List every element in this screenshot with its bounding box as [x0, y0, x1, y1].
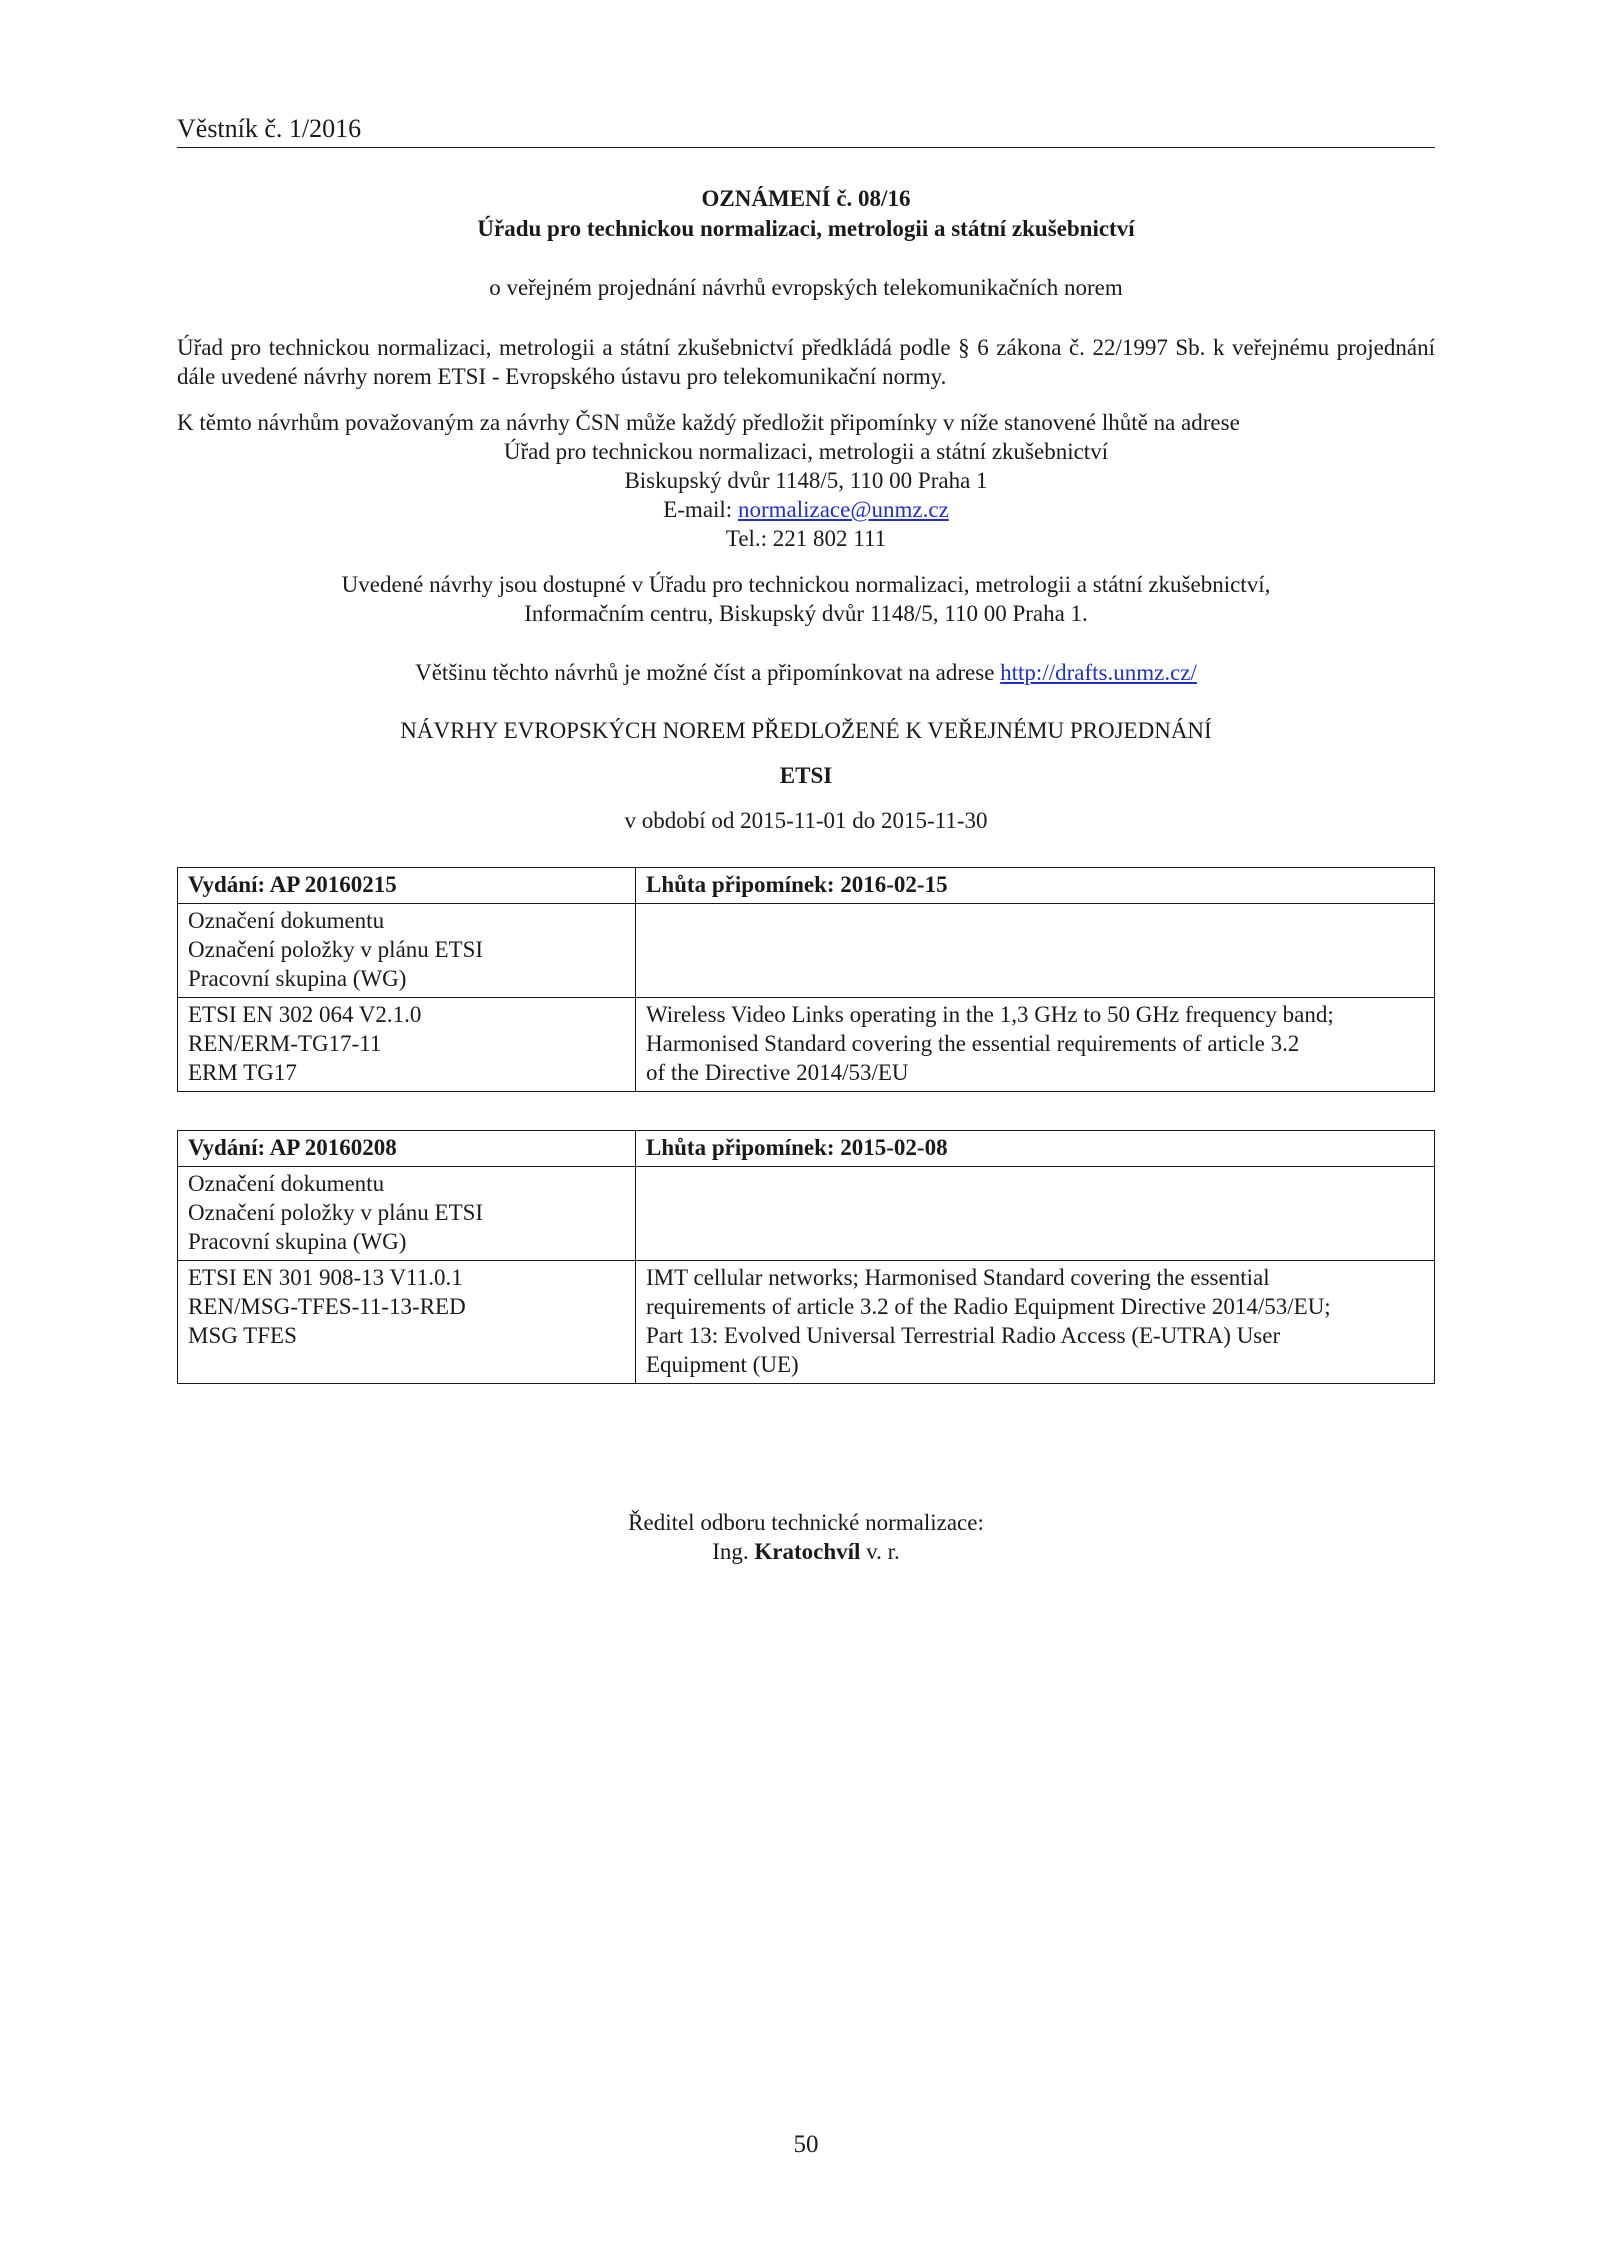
signature-role: Ředitel odboru technické normalizace:	[628, 1510, 984, 1535]
plan-item-id: REN/MSG-TFES-11-13-RED	[188, 1294, 466, 1319]
deadline-cell: Lhůta připomínek: 2016-02-15	[636, 868, 1435, 904]
document-id: ETSI EN 301 908-13 V11.0.1	[188, 1265, 463, 1290]
comments-phone: Tel.: 221 802 111	[725, 526, 887, 551]
deadline-cell: Lhůta připomínek: 2015-02-08	[636, 1131, 1435, 1167]
document-id: ETSI EN 302 064 V2.1.0	[188, 1002, 422, 1027]
plan-item-id: REN/ERM-TG17-11	[188, 1031, 382, 1056]
ids-cell	[178, 998, 636, 1092]
signature-name: Kratochvíl	[754, 1539, 861, 1564]
intro-line-2: dále uvedené návrhy norem ETSI - Evropského ústavu pro telekomunikační normy.	[177, 364, 947, 389]
email-label: E-mail:	[663, 497, 738, 522]
comments-office: Úřad pro technickou normalizaci, metrologii a státní zkušebnictví	[503, 439, 1109, 464]
signature-suffix: v. r.	[860, 1539, 900, 1564]
page-number: 50	[793, 2131, 819, 2158]
standard-table-2	[177, 1130, 1435, 1384]
description-line: Wireless Video Links operating in the 1,3 GHz to 50 GHz frequency band;	[646, 1002, 1334, 1027]
legend-line: Označení položky v plánu ETSI	[188, 937, 484, 962]
comments-street: Biskupský dvůr 1148/5, 110 00 Praha 1	[624, 468, 988, 493]
legend-line: Označení dokumentu	[188, 908, 385, 933]
comments-paragraph	[177, 408, 1435, 437]
legend-empty-cell	[636, 904, 1435, 998]
comments-email-line	[177, 495, 1435, 524]
drafts-site-text: Většinu těchto návrhů je možné číst a připomínkovat na adrese	[415, 660, 1001, 685]
working-group: ERM TG17	[188, 1060, 297, 1085]
signature-name-line	[177, 1537, 1435, 1566]
legend-line: Pracovní skupina (WG)	[188, 966, 407, 991]
notice-number-title: OZNÁMENÍ č. 08/16	[701, 186, 911, 211]
description-line: Harmonised Standard covering the essential requirements of article 3.2	[646, 1031, 1300, 1056]
description-cell	[636, 998, 1435, 1092]
description-cell	[636, 1261, 1435, 1384]
drafts-site-line	[177, 658, 1435, 687]
table-header-row	[178, 1131, 1435, 1167]
issue-cell: Vydání: AP 20160208	[178, 1131, 636, 1167]
description-line: Equipment (UE)	[646, 1352, 799, 1377]
email-link[interactable]: normalizace@unmz.cz	[737, 497, 949, 522]
description-line: Part 13: Evolved Universal Terrestrial Radio Access (E-UTRA) User	[646, 1323, 1281, 1348]
table-legend-row	[178, 1167, 1435, 1261]
running-header: Věstník č. 1/2016	[177, 114, 362, 143]
legend-line: Označení dokumentu	[188, 1171, 385, 1196]
legend-cell	[178, 1167, 636, 1261]
table-header-row	[178, 868, 1435, 904]
table-row	[178, 1261, 1435, 1384]
standard-table-1	[177, 867, 1435, 1092]
legend-line: Pracovní skupina (WG)	[188, 1229, 407, 1254]
intro-paragraph	[177, 333, 1435, 391]
legend-cell	[178, 904, 636, 998]
description-line: of the Directive 2014/53/EU	[646, 1060, 909, 1085]
description-line: requirements of article 3.2 of the Radio Equipment Directive 2014/53/EU;	[646, 1294, 1331, 1319]
intro-line-1: Úřad pro technickou normalizaci, metrologii a státní zkušebnictví předkládá podle § 6 zákona č. 22/1997 Sb. k veřejnému projednání	[177, 335, 1435, 360]
availability-line-2: Informačním centru, Biskupský dvůr 1148/5, 110 00 Praha 1.	[524, 601, 1088, 626]
section-title: NÁVRHY EVROPSKÝCH NOREM PŘEDLOŽENÉ K VEŘEJNÉMU PROJEDNÁNÍ	[400, 718, 1212, 743]
issue-cell: Vydání: AP 20160215	[178, 868, 636, 904]
header-rule	[177, 147, 1435, 148]
notice-office-title: Úřadu pro technickou normalizaci, metrologii a státní zkušebnictví	[477, 216, 1135, 241]
table-legend-row	[178, 904, 1435, 998]
ids-cell	[178, 1261, 636, 1384]
legend-line: Označení položky v plánu ETSI	[188, 1200, 484, 1225]
table-row	[178, 998, 1435, 1092]
availability-line-1: Uvedené návrhy jsou dostupné v Úřadu pro technickou normalizaci, metrologii a státní zkušebnictví,	[341, 572, 1271, 597]
signature-prefix: Ing.	[712, 1539, 755, 1564]
description-line: IMT cellular networks; Harmonised Standard covering the essential	[646, 1265, 1270, 1290]
notice-subject: o veřejném projednání návrhů evropských telekomunikačních norem	[489, 275, 1123, 300]
legend-empty-cell	[636, 1167, 1435, 1261]
drafts-site-link[interactable]: http://drafts.unmz.cz/	[1000, 660, 1197, 685]
working-group: MSG TFES	[188, 1323, 297, 1348]
comments-line-1: K těmto návrhům považovaným za návrhy ČSN může každý předložit připomínky v níže stanovené lhůtě na adrese	[177, 410, 1240, 435]
section-organization: ETSI	[779, 763, 833, 788]
section-period: v období od 2015-11-01 do 2015-11-30	[624, 808, 988, 833]
